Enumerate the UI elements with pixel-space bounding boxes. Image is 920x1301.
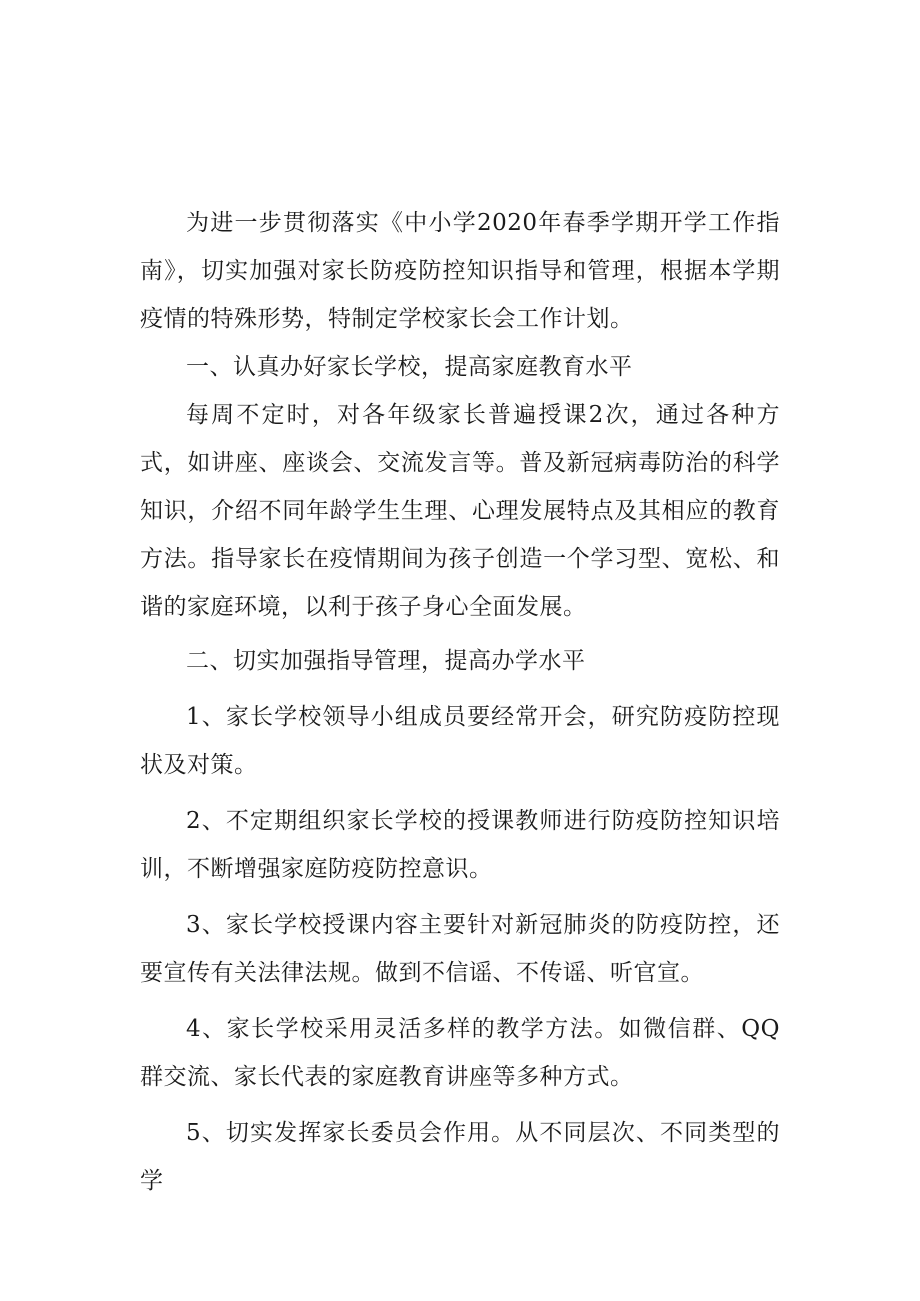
document-body [140, 199, 780, 1205]
paragraph-intro: 为进一步贯彻落实《中小学2020年春季学期开学工作指南》，切实加强对家长防疫防控知识指导和管理，根据本学期疫情的特殊形势，特制定学校家长会工作计划。 [140, 210, 780, 332]
list-item-4: 4、家长学校采用灵活多样的教学方法。如微信群、QQ群交流、家长代表的家庭教育讲座等多种方式。 [140, 1016, 780, 1090]
list-item-2: 2、不定期组织家长学校的授课教师进行防疫防控知识培训，不断增强家庭防疫防控意识。 [140, 808, 780, 882]
paragraph-section-1: 每周不定时，对各年级家长普遍授课2次，通过各种方式，如讲座、座谈会、交流发言等。普及新冠病毒防治的科学知识，介绍不同年龄学生生理、心理发展特点及其相应的教育方法。指导家长在疫情期间为孩子创造一个学习型、宽松、和谐的家庭环境，以利于孩子身心全面发展。 [140, 402, 780, 620]
section-heading-2: 二、切实加强指导管理，提高办学水平 [186, 648, 586, 674]
section-heading-1: 一、认真办好家长学校，提高家庭教育水平 [186, 354, 633, 380]
list-item-3: 3、家长学校授课内容主要针对新冠肺炎的防疫防控，还要宣传有关法律法规。做到不信谣、不传谣、听官宣。 [140, 912, 780, 986]
list-item-5: 5、切实发挥家长委员会作用。从不同层次、不同类型的学 [140, 1120, 780, 1194]
list-item-1: 1、家长学校领导小组成员要经常开会，研究防疫防控现状及对策。 [140, 704, 780, 778]
